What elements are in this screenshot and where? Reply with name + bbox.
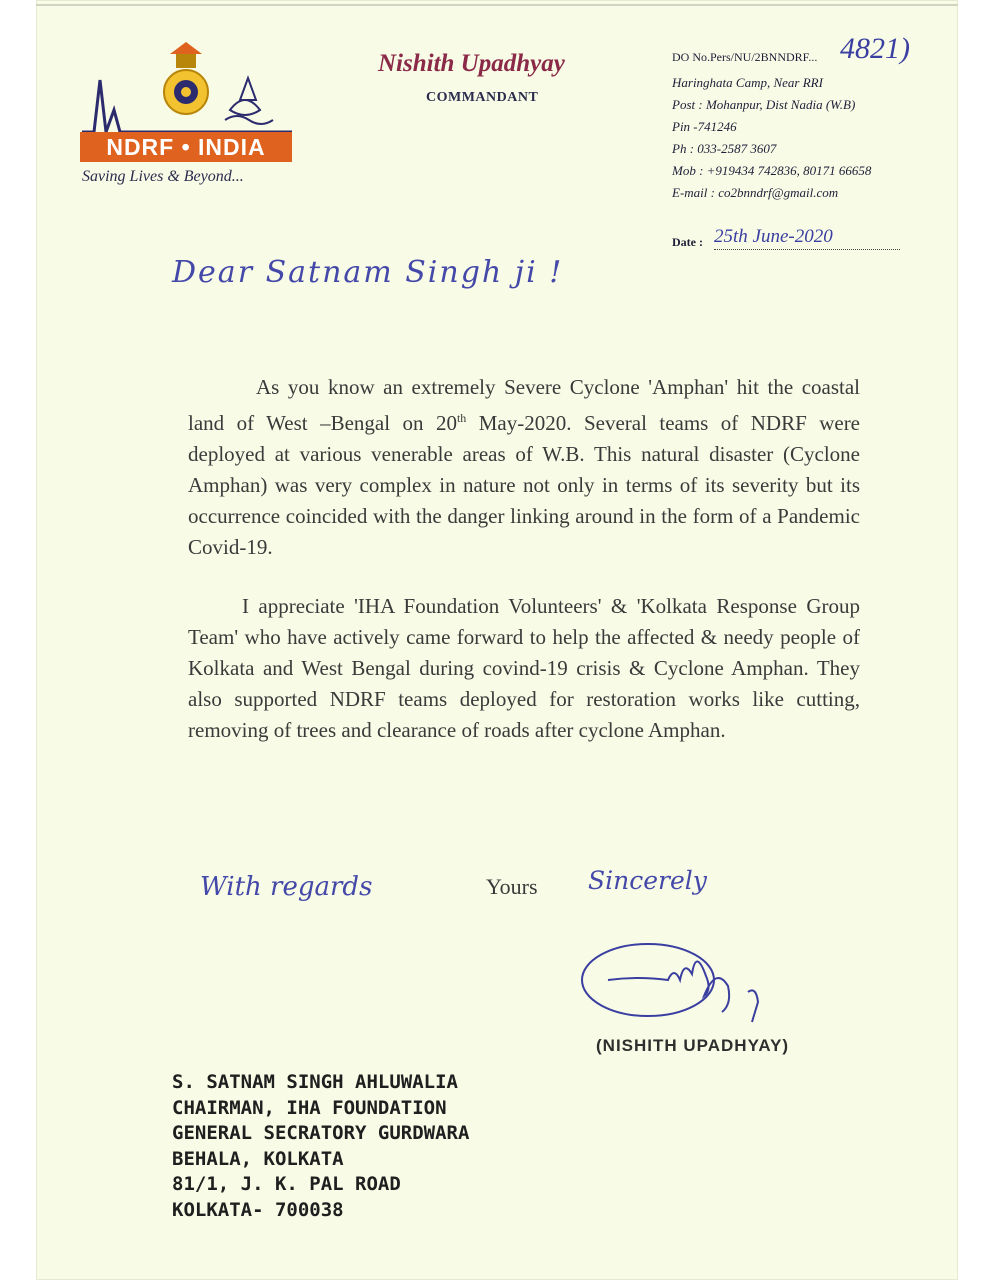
mobile-number: Mob : +919434 742836, 80171 66658 — [672, 163, 872, 178]
emblem-icon — [80, 40, 310, 135]
recipient-line: GENERAL SECRATORY GURDWARA — [172, 1122, 470, 1144]
signature-icon — [578, 930, 798, 1030]
date-label: Date : — [672, 235, 703, 249]
ndrf-logo — [80, 40, 310, 190]
paragraph-1: As you know an extremely Severe Cyclone 'Amphan' hit the coastal land of West –Bengal on 20th May-2020. Several teams of NDRF were deployed at various venerable areas of W.B. This natural disaster (Cyclone Amphan) was very complex in nature not only in terms of its severity but its occurrence coincided with the danger linking around in the form of a Pandemic Covid-19. — [188, 375, 861, 559]
recipient-line: BEHALA, KOLKATA — [172, 1147, 344, 1170]
recipient-line: 81/1, J. K. PAL ROAD — [172, 1173, 401, 1195]
regards-handwritten: With regards — [200, 872, 373, 902]
top-divider — [36, 4, 958, 6]
logo-tagline: Saving Lives & Beyond... — [82, 168, 244, 185]
greeting-handwritten: Dear Satnam Singh ji ! — [172, 255, 564, 290]
address-line-2: Post : Mohanpur, Dist Nadia (W.B) — [672, 97, 856, 112]
date-handwritten: 25th June-2020 — [714, 226, 900, 250]
logo-org-name: NDRF • INDIA — [80, 132, 292, 162]
do-number-label: DO No.Pers/NU/2BNNDRF... — [672, 50, 818, 64]
paragraph-2: I appreciate 'IHA Foundation Volunteers' & 'Kolkata Response Group Team' who have actively came forward to help the affected & needy people of Kolkata and West Bengal during covind-19 crisis & Cyclone Amphan. They also supported NDRF teams deployed for restoration works like cutting, removing of trees and clearance of roads after cyclone Amphan. — [188, 594, 860, 742]
pin-code: Pin -741246 — [672, 119, 737, 134]
recipient-line: KOLKATA- 700038 — [172, 1198, 344, 1221]
address-line-1: Haringhata Camp, Near RRI — [672, 75, 823, 90]
recipient-address — [172, 1070, 469, 1223]
sender-title: COMMANDANT — [426, 90, 539, 105]
sincerely-handwritten: Sincerely — [588, 866, 707, 895]
recipient-line: S. SATNAM SINGH AHLUWALIA — [172, 1071, 458, 1093]
contact-block — [672, 72, 952, 204]
do-number-handwritten: 4821) — [840, 32, 910, 65]
recipient-line: CHAIRMAN, IHA FOUNDATION — [172, 1096, 447, 1119]
phone-number: Ph : 033-2587 3607 — [672, 141, 777, 156]
yours-text: Yours — [486, 874, 538, 899]
letter-body — [188, 372, 860, 746]
sender-name: Nishith Upadhyay — [378, 50, 565, 77]
email-address: E-mail : co2bnndrf@gmail.com — [672, 185, 839, 200]
signer-name: (NISHITH UPADHYAY) — [596, 1036, 790, 1055]
